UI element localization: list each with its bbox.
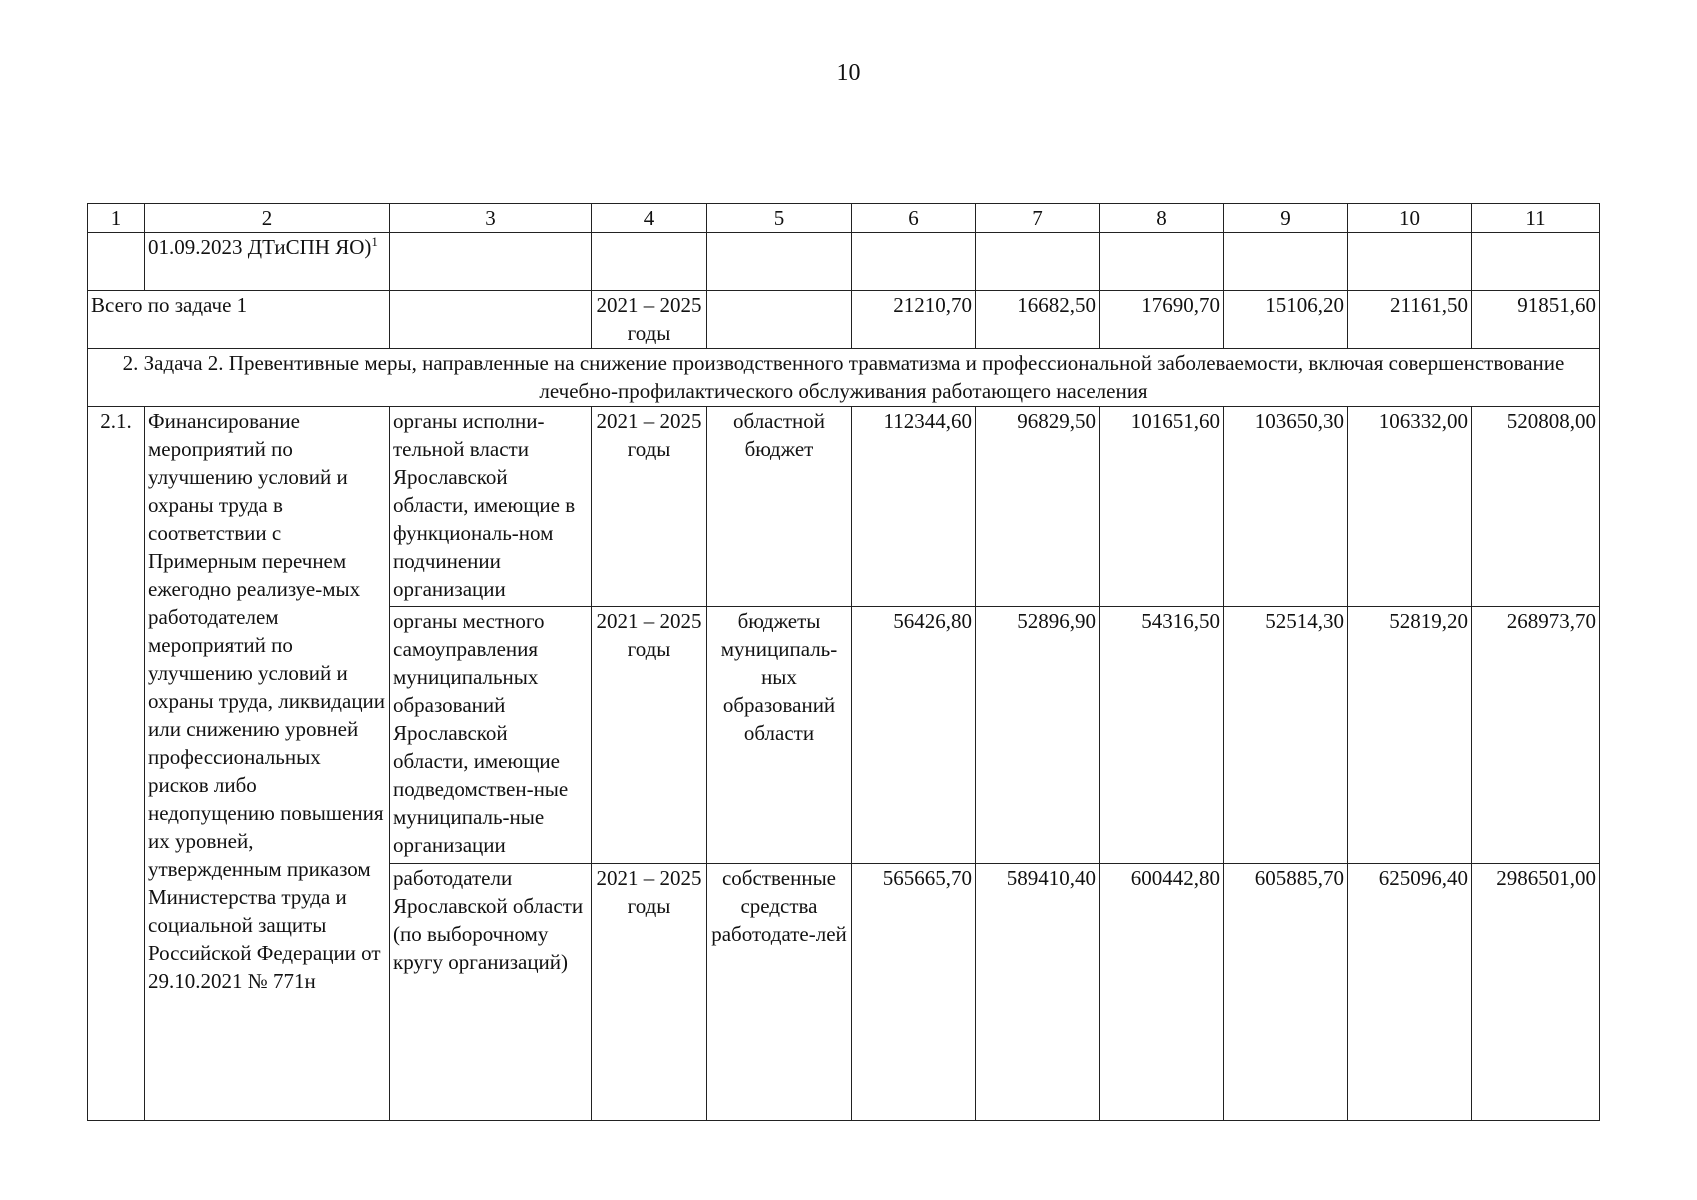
col-number: 5 bbox=[707, 204, 852, 233]
period-cell: 2021 – 2025 годы bbox=[592, 407, 707, 607]
executor-cell: органы исполни-тельной власти Ярославской области, имеющие в функциональ-ном подчинении организации bbox=[390, 407, 592, 607]
value-cell: 56426,80 bbox=[852, 607, 976, 864]
col-number: 9 bbox=[1224, 204, 1348, 233]
total-label: Всего по задаче 1 bbox=[88, 291, 390, 349]
value-cell: 600442,80 bbox=[1100, 864, 1224, 1121]
source-cell: областной бюджет bbox=[707, 407, 852, 607]
total-period: 2021 – 2025 годы bbox=[592, 291, 707, 349]
value-cell: 101651,60 bbox=[1100, 407, 1224, 607]
value-cell: 52896,90 bbox=[976, 607, 1100, 864]
footnote-mark: 1 bbox=[371, 234, 378, 249]
value-cell: 565665,70 bbox=[852, 864, 976, 1121]
continuation-text: 01.09.2023 ДТиСПН ЯО)$^1$ bbox=[145, 233, 390, 291]
value-cell: 2986501,00 bbox=[1472, 864, 1600, 1121]
value-cell: 54316,50 bbox=[1100, 607, 1224, 864]
value-cell: 625096,40 bbox=[1348, 864, 1472, 1121]
executor-cell: работодатели Ярославской области (по выборочному кругу организаций) bbox=[390, 864, 592, 1121]
task-2-title: 2. Задача 2. Превентивные меры, направленные на снижение производственного травматизма и профессиональной заболеваемости, включая совершенствование лечебно-профилактического обслуживания работающего населения bbox=[88, 349, 1600, 407]
value-cell: 112344,60 bbox=[852, 407, 976, 607]
col-number: 3 bbox=[390, 204, 592, 233]
total-value: 21210,70 bbox=[852, 291, 976, 349]
value-cell: 52819,20 bbox=[1348, 607, 1472, 864]
total-value: 16682,50 bbox=[976, 291, 1100, 349]
value-cell: 103650,30 bbox=[1224, 407, 1348, 607]
col-number: 7 bbox=[976, 204, 1100, 233]
source-cell: бюджеты муниципаль-ных образований области bbox=[707, 607, 852, 864]
total-row bbox=[88, 291, 1600, 349]
value-cell: 96829,50 bbox=[976, 407, 1100, 607]
period-cell: 2021 – 2025 годы bbox=[592, 864, 707, 1121]
value-cell: 52514,30 bbox=[1224, 607, 1348, 864]
col-number: 1 bbox=[88, 204, 145, 233]
col-number: 2 bbox=[145, 204, 390, 233]
total-value: 15106,20 bbox=[1224, 291, 1348, 349]
value-cell: 268973,70 bbox=[1472, 607, 1600, 864]
program-table bbox=[87, 203, 1600, 1121]
item-description: Финансирование мероприятий по улучшению условий и охраны труда в соответствии с Примерным перечнем ежегодно реализуе-мых работодателем мероприятий по улучшению условий и охраны труда, ликвидации или снижению уровней профессиональных рисков либо недопущению повышения их уровней, утвержденным приказом Министерства труда и социальной защиты Российской Федерации от 29.10.2021 № 771н bbox=[145, 407, 390, 1121]
period-cell: 2021 – 2025 годы bbox=[592, 607, 707, 864]
col-number: 11 bbox=[1472, 204, 1600, 233]
value-cell: 106332,00 bbox=[1348, 407, 1472, 607]
col-number: 10 bbox=[1348, 204, 1472, 233]
total-value: 17690,70 bbox=[1100, 291, 1224, 349]
total-value: 21161,50 bbox=[1348, 291, 1472, 349]
total-value: 91851,60 bbox=[1472, 291, 1600, 349]
value-cell: 605885,70 bbox=[1224, 864, 1348, 1121]
col-number: 4 bbox=[592, 204, 707, 233]
source-cell: собственные средства работодате-лей bbox=[707, 864, 852, 1121]
column-numbers-row bbox=[88, 204, 1600, 233]
col-number: 8 bbox=[1100, 204, 1224, 233]
value-cell: 520808,00 bbox=[1472, 407, 1600, 607]
executor-cell: органы местного самоуправления муниципальных образований Ярославской области, имеющие подведомствен-ные муниципаль-ные организации bbox=[390, 607, 592, 864]
item-number: 2.1. bbox=[88, 407, 145, 1121]
continuation-row bbox=[88, 233, 1600, 291]
value-cell: 589410,40 bbox=[976, 864, 1100, 1121]
item-row-regional bbox=[88, 407, 1600, 607]
page-number: 10 bbox=[836, 60, 861, 86]
task-2-row bbox=[88, 349, 1600, 407]
col-number: 6 bbox=[852, 204, 976, 233]
